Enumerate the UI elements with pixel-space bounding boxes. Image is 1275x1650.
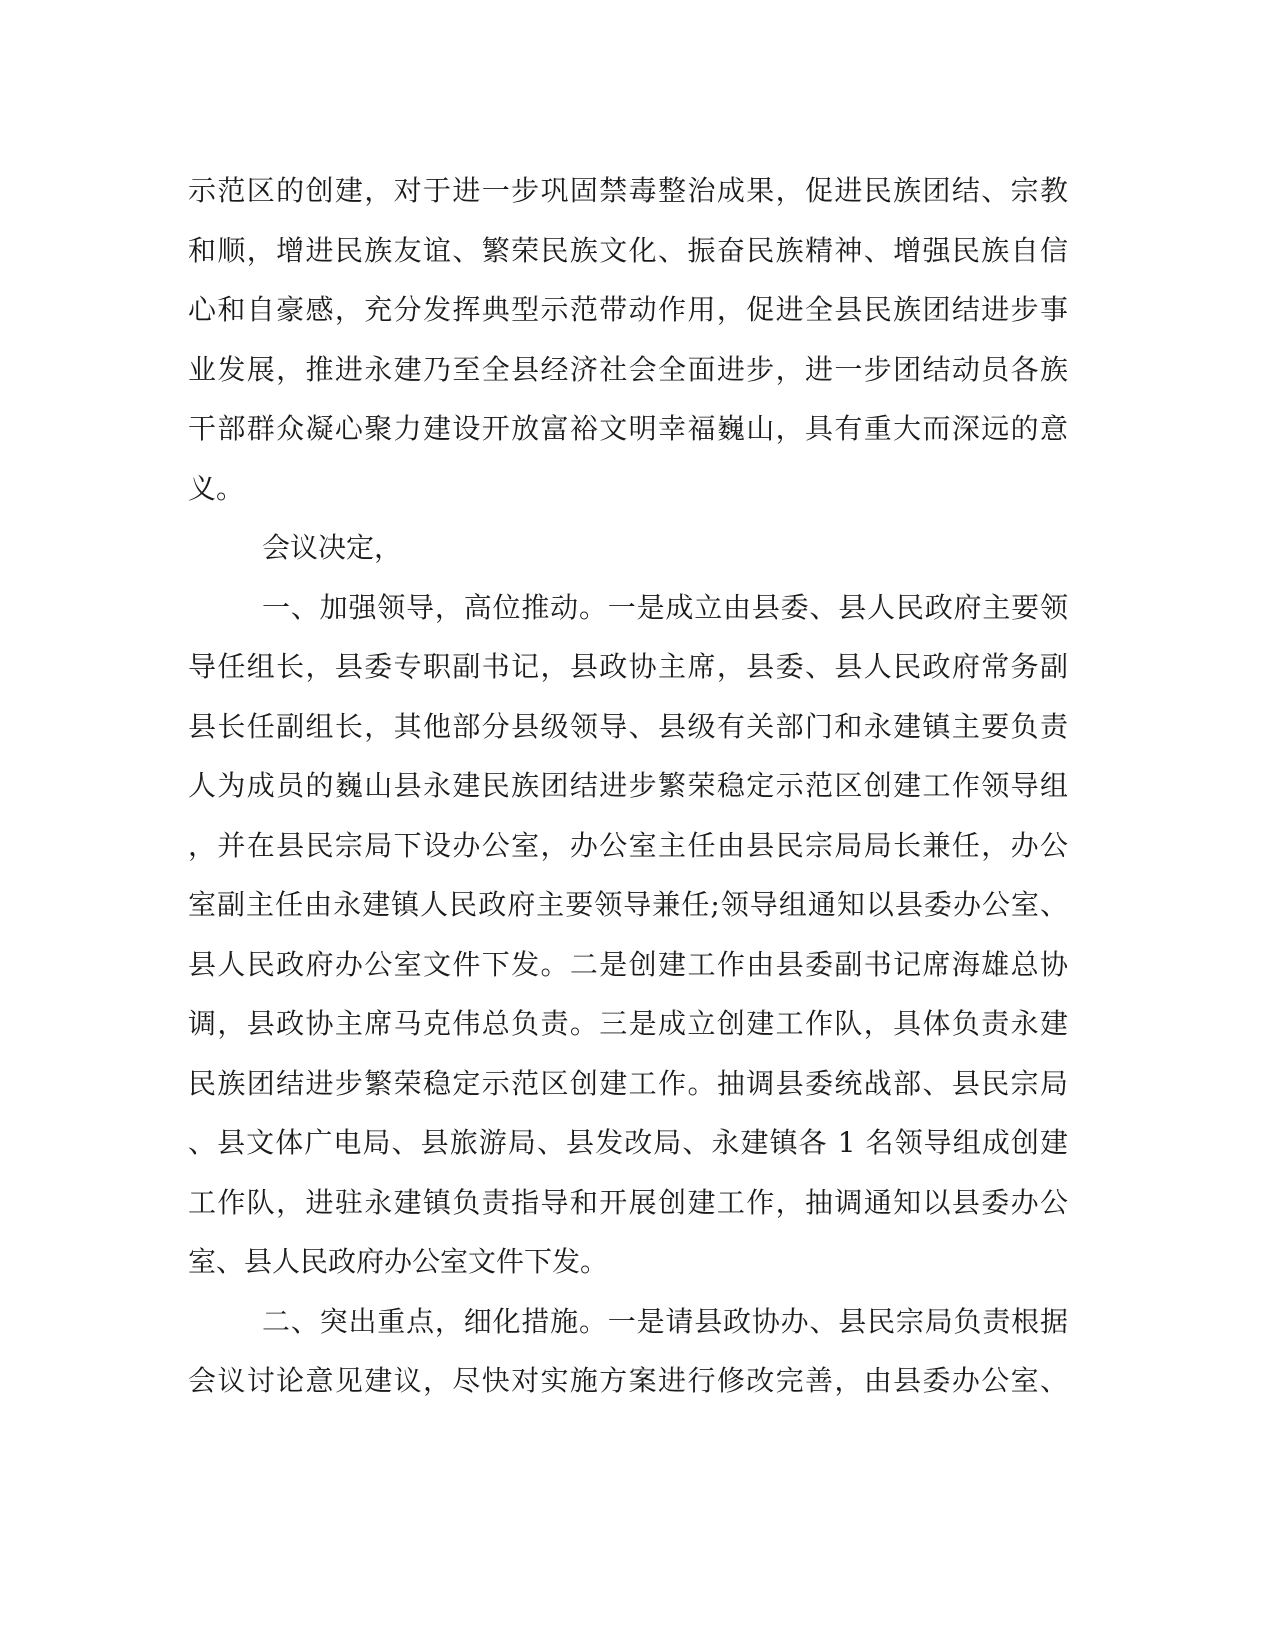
text-line: 、县文体广电局、县旅游局、县发改局、永建镇各 1 名领导组成创建	[188, 1126, 1068, 1159]
text-line: 一、加强领导，高位推动。一是成立由县委、县人民政府主要领	[262, 590, 1068, 624]
paragraph-decision	[188, 518, 1068, 578]
text-line: 会议决定，	[262, 531, 403, 564]
document-body	[188, 161, 1068, 1411]
text-line: 二、突出重点，细化措施。一是请县政协办、县民宗局负责根据	[262, 1304, 1068, 1338]
text-line: 示范区的创建，对于进一步巩固禁毒整治成果，促进民族团结、宗教	[188, 174, 1068, 207]
text-line: 业发展，推进永建乃至全县经济社会全面进步，进一步团结动员各族	[188, 352, 1068, 386]
text-line: 县人民政府办公室文件下发。二是创建工作由县委副书记席海雄总协	[188, 947, 1068, 981]
text-line: 工作队，进驻永建镇负责指导和开展创建工作，抽调通知以县委办公	[188, 1185, 1068, 1219]
text-line: 县长任副组长，其他部分县级领导、县级有关部门和永建镇主要负责	[188, 709, 1068, 743]
text-line: 心和自豪感，充分发挥典型示范带动作用，促进全县民族团结进步事	[188, 293, 1068, 326]
paragraph-item-1	[188, 578, 1068, 1292]
text-line: 室、县人民政府办公室文件下发。	[188, 1245, 609, 1278]
paragraph-intro	[188, 161, 1068, 518]
text-line: 调，县政协主席马克伟总负责。三是成立创建工作队，具体负责永建	[188, 1007, 1068, 1040]
text-line: 干部群众凝心聚力建设开放富裕文明幸福巍山，具有重大而深远的意	[188, 412, 1068, 445]
paragraph-item-2	[188, 1292, 1068, 1411]
text-line: 义。	[188, 471, 245, 505]
text-line: 民族团结进步繁荣稳定示范区创建工作。抽调县委统战部、县民宗局	[188, 1066, 1068, 1100]
text-line: 会议讨论意见建议，尽快对实施方案进行修改完善，由县委办公室、	[188, 1364, 1068, 1397]
text-line: 导任组长，县委专职副书记，县政协主席，县委、县人民政府常务副	[188, 650, 1068, 683]
text-line: 人为成员的巍山县永建民族团结进步繁荣稳定示范区创建工作领导组	[188, 769, 1068, 802]
text-line: 室副主任由永建镇人民政府主要领导兼任;领导组通知以县委办公室、	[188, 888, 1068, 921]
text-line: 和顺，增进民族友谊、繁荣民族文化、振奋民族精神、增强民族自信	[188, 233, 1068, 267]
text-line: ，并在县民宗局下设办公室，办公室主任由县民宗局局长兼任，办公	[188, 828, 1068, 862]
